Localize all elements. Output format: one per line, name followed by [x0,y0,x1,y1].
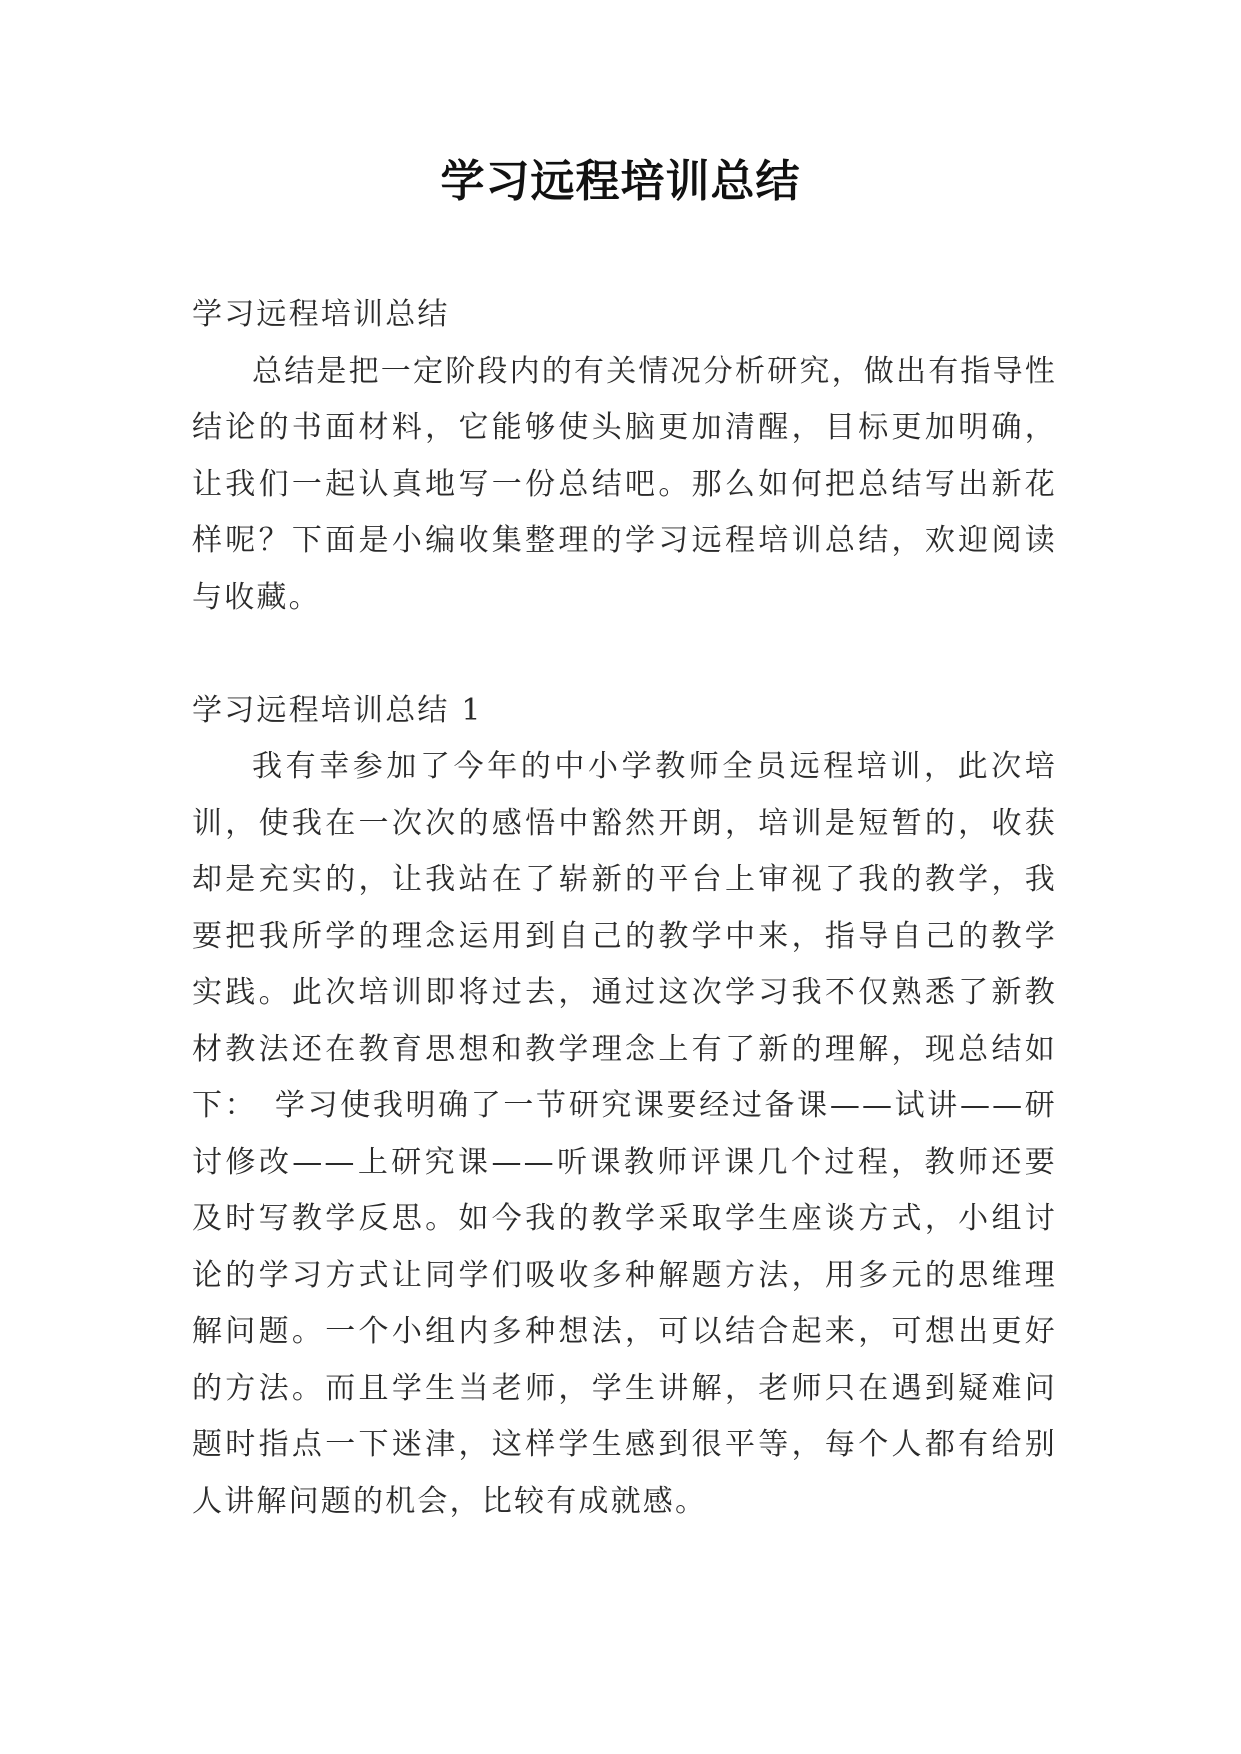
document-body [192,287,1057,1530]
intro-heading: 学习远程培训总结 [192,297,450,332]
section1-heading: 学习远程培训总结 1 [192,692,483,728]
intro-paragraph: 总结是把一定阶段内的有关情况分析研究，做出有指导性结论的书面材料，它能够使头脑更加清醒，目标更加明确，让我们一起认真地写一份总结吧。那么如何把总结写出新花样呢？下面是小编收集整理的学习远程培训总结，欢迎阅读与收藏。 [192,353,1057,615]
document-title: 学习远程培训总结 [440,156,801,207]
section-spacer [192,626,1057,683]
section1-paragraph: 我有幸参加了今年的中小学教师全员远程培训，此次培训，使我在一次次的感悟中豁然开朗，培训是短暂的，收获却是充实的，让我站在了崭新的平台上审视了我的教学，我要把我所学的理念运用到自己的教学中来，指导自己的教学实践。此次培训即将过去，通过这次学习我不仅熟悉了新教材教法还在教育思想和教学理念上有了新的理解，现总结如下： 学习使我明确了一节研究课要经过备课——试讲——研讨修改——上研究课——听课教师评课几个过程，教师还要及时写教学反思。如今我的教学采取学生座谈方式，小组讨论的学习方式让同学们吸收多种解题方法，用多元的思维理解问题。一个小组内多种想法，可以结合起来，可想出更好的方法。而且学生当老师，学生讲解，老师只在遇到疑难问题时指点一下迷津，这样学生感到很平等，每个人都有给别人讲解问题的机会，比较有成就感。 [192,749,1057,1519]
